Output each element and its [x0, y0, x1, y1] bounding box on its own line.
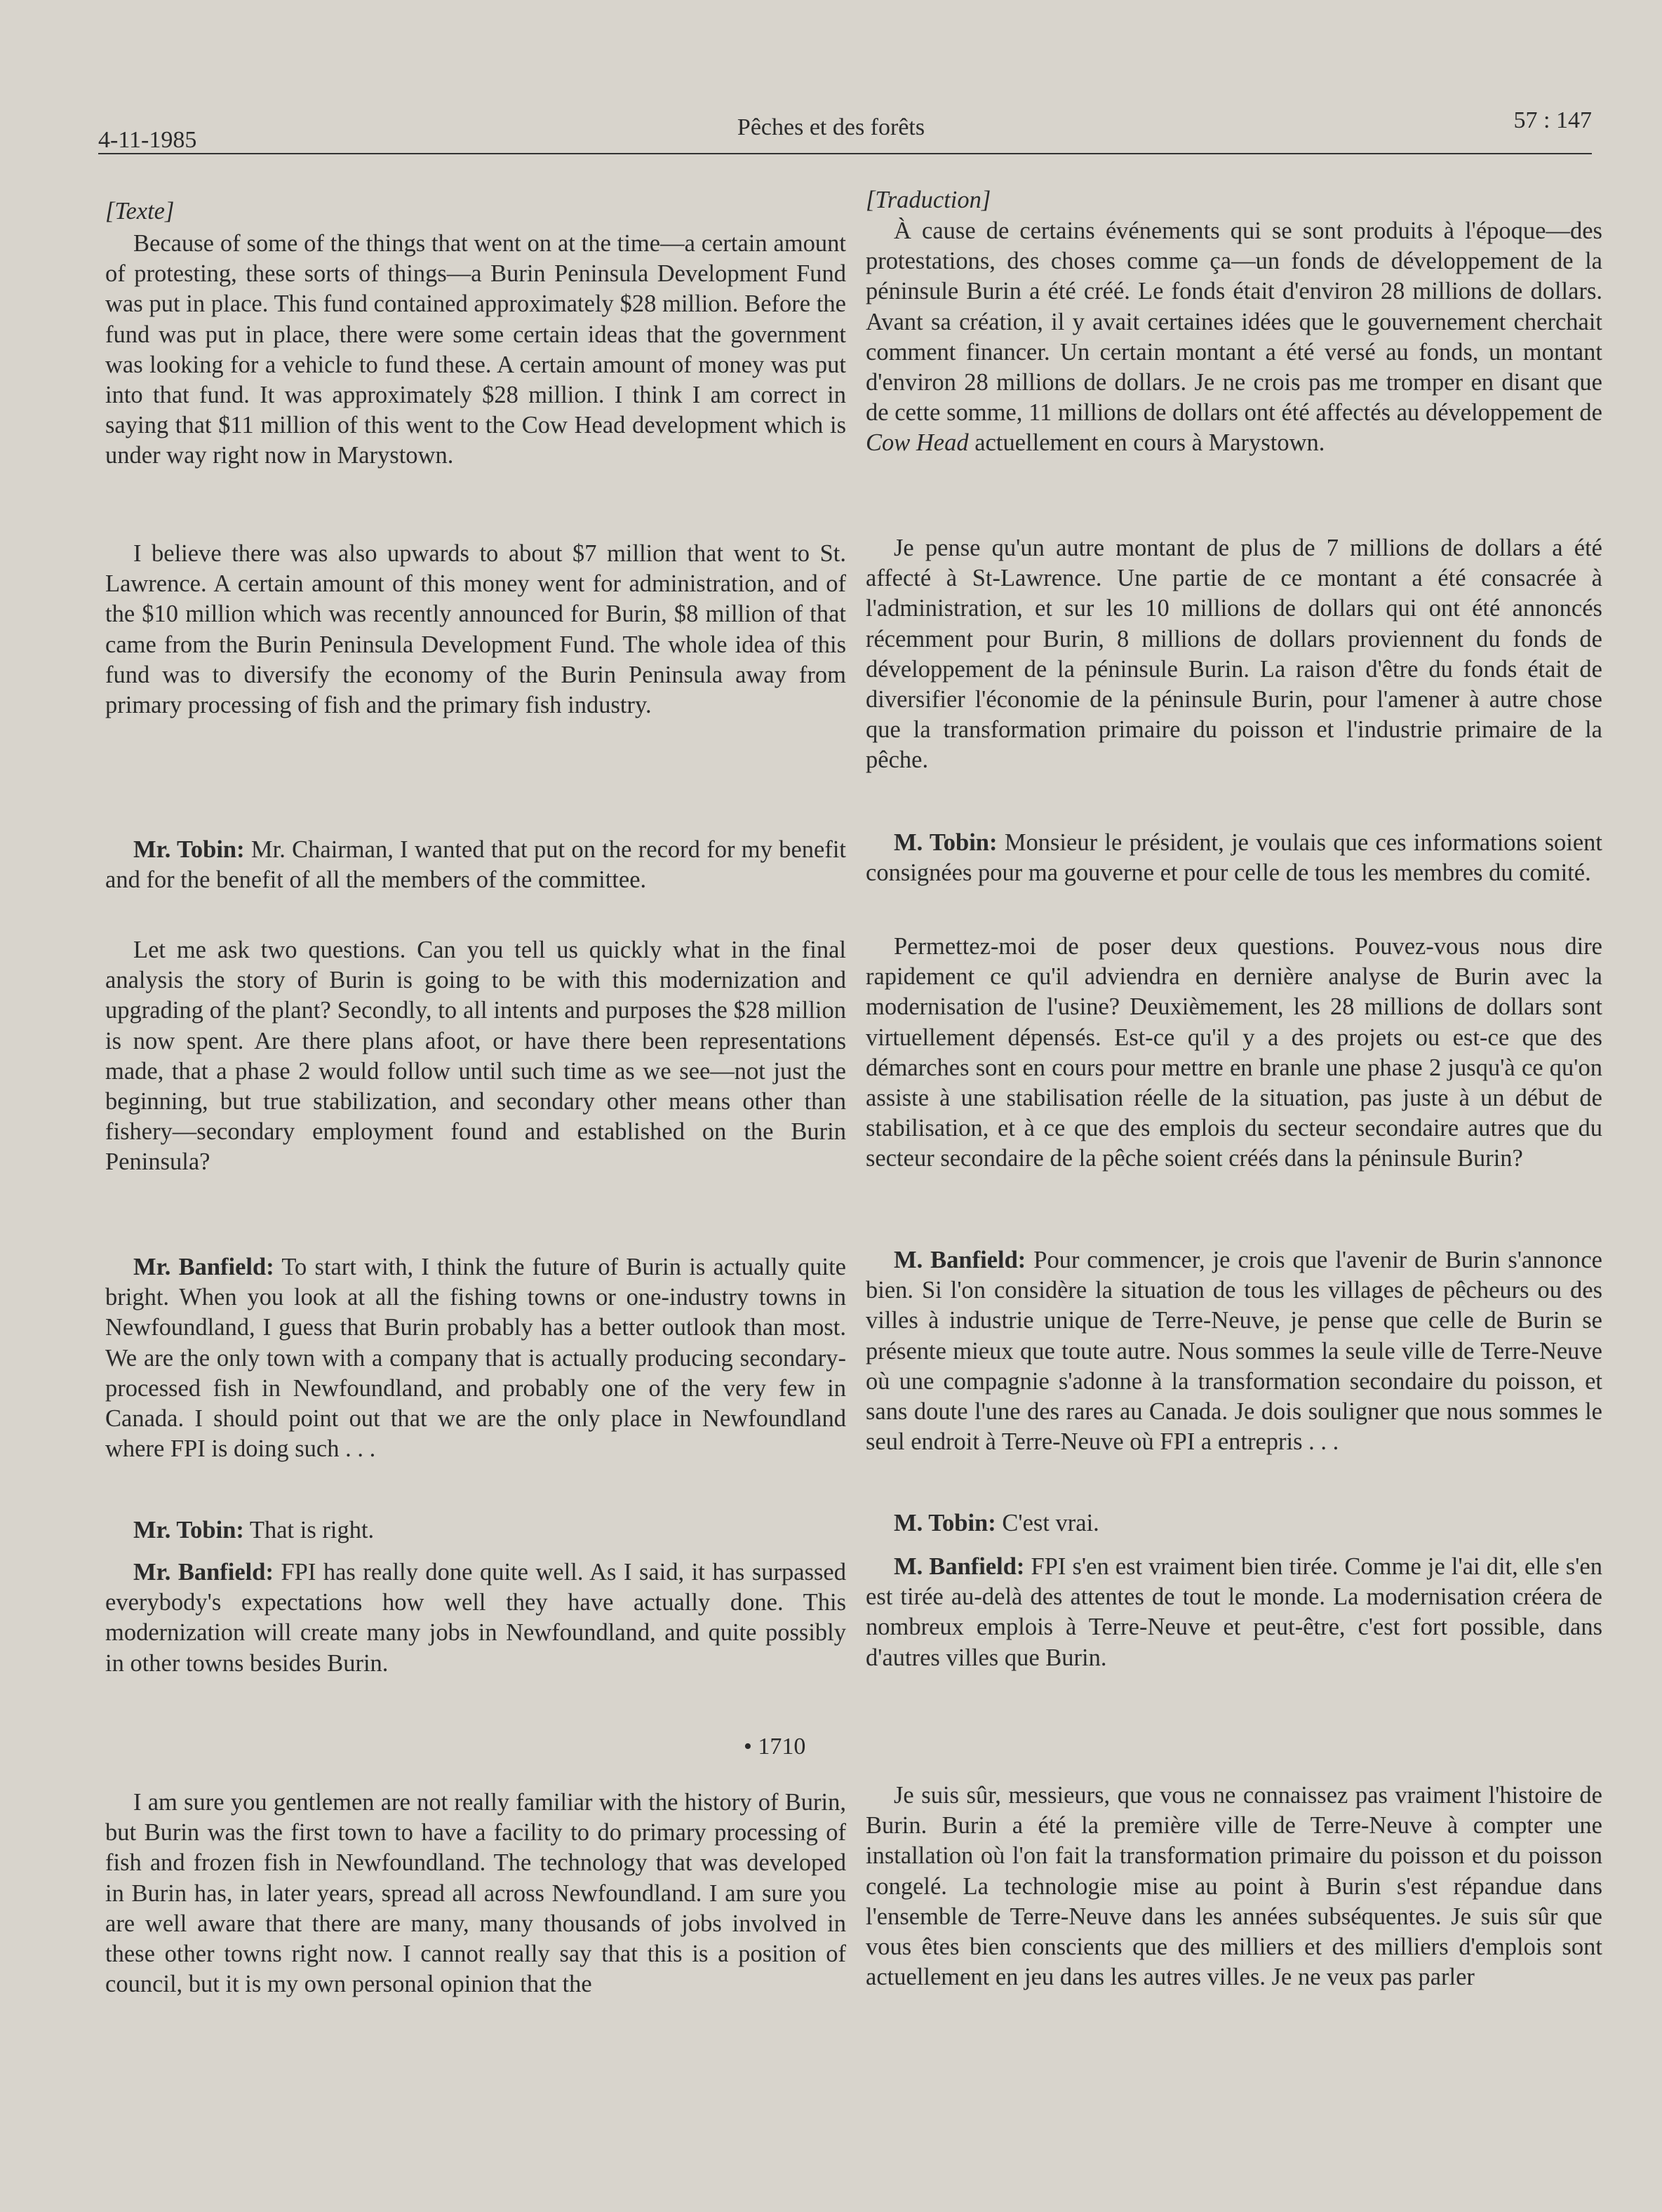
right-paragraph-4: Permettez-moi de poser deux questions. Pouvez-vous nous dire rapidement ce qu'il adviendra en dernière analyse de Burin avec la modernisation de l'usine? Deuxièmement, les 28 millions de dollars sont virtuellement dépensés. Est-ce qu'il y a des projets ou est-ce que des démarches sont en cours pour mettre en branle une phase 2 jusqu'à ce qu'on assiste à une stabilisation réelle de la situation, pas juste à un début de stabilisation, et à ce que des emplois du secteur secondaire autres que du secteur secondaire de la pêche soient créés dans la péninsule Burin?	[866, 933, 1602, 1172]
header-title: Pêches et des forêts	[737, 114, 925, 140]
header-date: 4-11-1985	[98, 127, 197, 153]
left-paragraph-1: Because of some of the things that went on at the time—a certain amount of protesting, these sorts of things—a Burin Peninsula Development Fund was put in place. This fund contained approximately $28 million. Before the fund was put in place, there were some certain ideas that the government was looking for a vehicle to fund these. A certain amount of money was put into that fund. It was approximately $28 million. I think I am correct in saying that $11 million of this went to the Cow Head development which is under way right now in Marystown.	[105, 230, 846, 469]
left-paragraph-8: I am sure you gentlemen are not really familiar with the history of Burin, but Burin was the first town to have a facility to do primary processing of fish and frozen fish in Newfoundland. The technology that was developed in Burin has, in later years, spread all across Newfoundland. I am sure you are well aware that there are many, many thousands of jobs involved in these other towns right now. I cannot really say that this is a position of council, but it is my own personal opinion that the	[105, 1789, 846, 1998]
left-paragraph-5	[105, 1252, 846, 1464]
left-paragraph-7	[105, 1557, 846, 1679]
left-paragraph-2: I believe there was also upwards to about $7 million that went to St. Lawrence. A certain amount of this money went for administration, and of the $10 million which was recently announced for Burin, $8 million of that came from the Burin Peninsula Development Fund. The whole idea of this fund was to diversify the economy of the Burin Peninsula away from primary processing of fish and the primary fish industry.	[105, 540, 846, 719]
speaker-name: M. Tobin:	[894, 1510, 996, 1536]
speech-text: Pour commencer, je crois que l'avenir de Burin s'annonce bien. Si l'on considère la situation de tous les villages de pêcheurs ou des villes à industrie unique de Terre-Neuve, je pense que celle de Burin se présente mieux que toute autre. Nous sommes la seule ville de Terre-Neuve où une compagnie s'adonne à la transformation secondaire du poisson, et sans doute l'une des rares au Canada. Je dois souligner que nous sommes le seul endroit à Terre-Neuve où FPI a entrepris . . .	[866, 1247, 1602, 1456]
right-paragraph-6	[866, 1508, 1602, 1539]
left-paragraph-4: Let me ask two questions. Can you tell us quickly what in the final analysis the story of Burin is going to be with this modernization and upgrading of the plant? Secondly, to all intents and purposes the $28 million is now spent. Are there plans afoot, or have there been representations made, that a phase 2 would follow until such time as we see—not just the beginning, but true stabilization, and secondary other means other than fishery—secondary employment found and established on the Burin Peninsula?	[105, 937, 846, 1176]
speech-text: C'est vrai.	[996, 1510, 1099, 1536]
speech-text: Mr. Chairman, I wanted that put on the record for my benefit and for the benefit of all the members of the committee.	[105, 836, 846, 894]
paragraph-text: actuellement en cours à Marystown.	[968, 429, 1325, 457]
header-rule	[98, 153, 1592, 154]
right-paragraph-1	[866, 216, 1602, 459]
speech-text: Monsieur le président, je voulais que ces informations soient consignées pour ma gouverne et pour celle de tous les membres du comité.	[866, 829, 1602, 887]
emphasized-text: Cow Head	[866, 429, 969, 457]
left-paragraph-6	[105, 1515, 846, 1546]
right-paragraph-5	[866, 1245, 1602, 1457]
speaker-name: Mr. Tobin:	[133, 836, 245, 863]
speaker-name: Mr. Banfield:	[133, 1254, 274, 1280]
speaker-name: Mr. Banfield:	[133, 1559, 274, 1586]
right-paragraph-2: Je pense qu'un autre montant de plus de 7 millions de dollars a été affecté à St-Lawrence. Une partie de ce montant a été consacrée à l'administration, et sur les 10 millions de dollars qui ont été annoncés récemment pour Burin, 8 millions de dollars proviennent du fonds de développement de la péninsule Burin. La raison d'être du fonds était de diversifier l'économie de la péninsule Burin, pour l'amener à autre chose que la transformation primaire du poisson et l'industrie primaire de la pêche.	[866, 535, 1602, 774]
speaker-name: M. Banfield:	[894, 1553, 1025, 1580]
speaker-name: Mr. Tobin:	[133, 1517, 244, 1543]
speech-text: FPI has really done quite well. As I said, it has surpassed everybody's expectations how well they have actually done. This modernization will create many jobs in Newfoundland, and quite possibly in other towns besides Burin.	[105, 1559, 846, 1677]
left-paragraph-3	[105, 835, 846, 895]
speech-text: That is right.	[243, 1517, 375, 1543]
right-paragraph-8: Je suis sûr, messieurs, que vous ne connaissez pas vraiment l'histoire de Burin. Burin a été la première ville de Terre-Neuve à compter une installation où l'on fait la transformation primaire du poisson et du poisson congelé. La technologie mise au point à Burin s'est répandue dans l'ensemble de Terre-Neuve dans les années subséquentes. Je suis sûr que vous êtes bien conscients que des milliers et des milliers d'emplois sont actuellement en jeu dans les autres villes. Je ne veux pas parler	[866, 1782, 1602, 1991]
speaker-name: M. Tobin:	[894, 829, 998, 856]
speaker-name: M. Banfield:	[894, 1247, 1026, 1273]
left-section-tag: [Texte]	[105, 198, 175, 224]
header-page-number: 57 : 147	[1513, 107, 1592, 133]
time-marker: • 1710	[744, 1734, 806, 1759]
right-section-tag: [Traduction]	[866, 187, 991, 213]
right-paragraph-3	[866, 828, 1602, 888]
paragraph-text: À cause de certains événements qui se sont produits à l'époque—des protestations, des choses comme ça—un fonds de développement de la péninsule Burin a été créé. Le fonds était d'environ 28 millions de dollars. Avant sa création, il y avait certaines idées que le gouvernement cherchait comment financer. Un certain montant a été versé au fonds, un montant d'environ 28 millions de dollars. Je ne crois pas me tromper en disant que de cette somme, 11 millions de dollars ont été affectés au développement de	[866, 217, 1602, 427]
speech-text: FPI s'en est vraiment bien tirée. Comme je l'ai dit, elle s'en est tirée au-delà des attentes de tout le monde. La modernisation créera de nombreux emplois à Terre-Neuve et peut-être, c'est fort possible, dans d'autres villes que Burin.	[866, 1553, 1602, 1671]
right-paragraph-7	[866, 1552, 1602, 1673]
speech-text: To start with, I think the future of Burin is actually quite bright. When you look at all the fishing towns or one-industry towns in Newfoundland, I guess that Burin probably has a better outlook than most. We are the only town with a company that is actually producing secondary-processed fish in Newfoundland, and probably one of the very few in Canada. I should point out that we are the only place in Newfoundland where FPI is doing such . . .	[105, 1254, 846, 1463]
